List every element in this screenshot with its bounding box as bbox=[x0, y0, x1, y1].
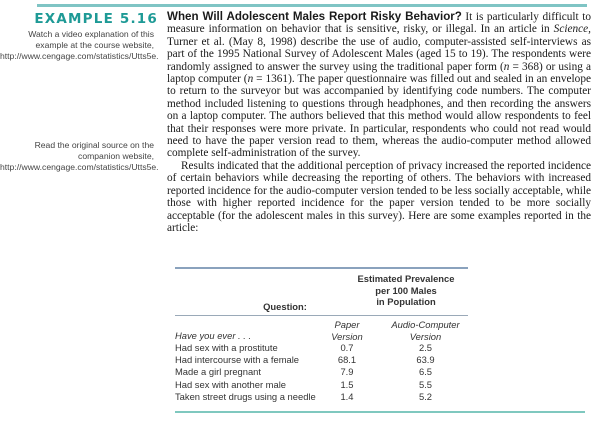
table-row bbox=[175, 379, 475, 391]
header-question: Question: bbox=[263, 301, 307, 312]
paragraph-2: Results indicated that the additional perception of privacy increased the reported incidence of certain behaviors while decreasing the reporting of others. The behaviors with increased reported incidence for the audio-computer version tended to be less socially acceptable, while those with higher reported incidence for the paper version tended to be more socially acceptable (for the adolescent males in this survey). Here are some examples reported in the article: bbox=[167, 159, 591, 234]
header-line: Estimated Prevalence bbox=[357, 273, 455, 284]
cell-paper: 0.7 bbox=[340, 342, 354, 353]
cell-question: Taken street drugs using a needle bbox=[175, 390, 316, 402]
header-line: per 100 Males bbox=[375, 284, 437, 296]
cell-question: Had sex with another male bbox=[175, 378, 286, 390]
table-row bbox=[175, 366, 475, 378]
sample-size-symbol: n bbox=[247, 73, 254, 86]
example-title: When Will Adolescent Males Report Risky Behavior? bbox=[167, 10, 462, 23]
cell-audio: 6.5 bbox=[418, 366, 433, 378]
header-line: in Population bbox=[376, 296, 436, 307]
subheader-audio bbox=[378, 319, 473, 342]
example-label: EXAMPLE 5.16 bbox=[34, 11, 158, 27]
sample-size-symbol: n bbox=[503, 60, 510, 73]
table-header-rule bbox=[175, 315, 468, 316]
header-prevalence bbox=[341, 273, 471, 308]
cell-audio: 2.5 bbox=[418, 342, 433, 353]
cell-paper: 68.1 bbox=[337, 354, 357, 366]
cell-audio: 63.9 bbox=[416, 354, 435, 366]
text-span: = 1361). The paper questionnaire was filled out and sealed in an envelope to return to the surveyor but was accompanied by identifying code numbers. The computer method included listening to questions through headphones, and then recording the answers on a laptop computer. The authors believed that this method would allow respondents to feel that their responses were more private. In particular, respondents who could not read would need to have the paper version read to them, whereas the audio-computer method allowed complete self-administration of the survey. bbox=[167, 73, 591, 160]
cell-paper: 1.4 bbox=[340, 390, 354, 402]
question-lead: Have you ever . . . bbox=[175, 330, 252, 341]
margin-note-source: Read the original source on the companion website, http://www.cengage.com/statistics/Utts5e. bbox=[0, 140, 159, 172]
text-span: Turner et al. (May 8, 1998) describe the use of audio, computer-assisted self-interviews as part of the 1995 National Survey of Adolescent Males (aged 15 to 19). The respondents were randomly assigned to answer the survey using the traditional paper form ( bbox=[167, 35, 591, 73]
subheader-line: Version bbox=[409, 330, 442, 342]
cell-question: Had intercourse with a female bbox=[175, 354, 300, 366]
margin-note-video: Watch a video explanation of this example at the course website, http://www.cengage.com/statistics/Utts5e. bbox=[0, 29, 159, 61]
cell-paper: 7.9 bbox=[340, 366, 354, 378]
table-row bbox=[175, 391, 475, 403]
paragraph-1 bbox=[167, 11, 591, 160]
cell-paper: 1.5 bbox=[340, 378, 354, 390]
cell-audio: 5.2 bbox=[418, 390, 433, 402]
text-span: = 368) or using a laptop computer ( bbox=[167, 60, 591, 86]
top-rule bbox=[37, 4, 587, 7]
table-bottom-rule bbox=[175, 411, 585, 413]
text-span: It is particularly difficult to measure information on behavior that is sensitive, risky, or illegal. In an article in bbox=[167, 11, 591, 36]
table-top-rule bbox=[175, 267, 468, 269]
table-body bbox=[175, 342, 475, 403]
cell-question: Had sex with a prostitute bbox=[175, 342, 278, 353]
journal-name: Science, bbox=[553, 23, 591, 36]
subheader-paper bbox=[322, 319, 372, 342]
cell-audio: 5.5 bbox=[418, 378, 433, 390]
table-row bbox=[175, 342, 475, 354]
cell-question: Made a girl pregnant bbox=[175, 366, 261, 378]
subheader-line: Audio-Computer bbox=[391, 319, 460, 330]
table-row bbox=[175, 354, 475, 366]
example-body bbox=[167, 11, 591, 234]
subheader-line: Paper bbox=[334, 319, 360, 330]
subheader-line: Version bbox=[331, 330, 363, 342]
